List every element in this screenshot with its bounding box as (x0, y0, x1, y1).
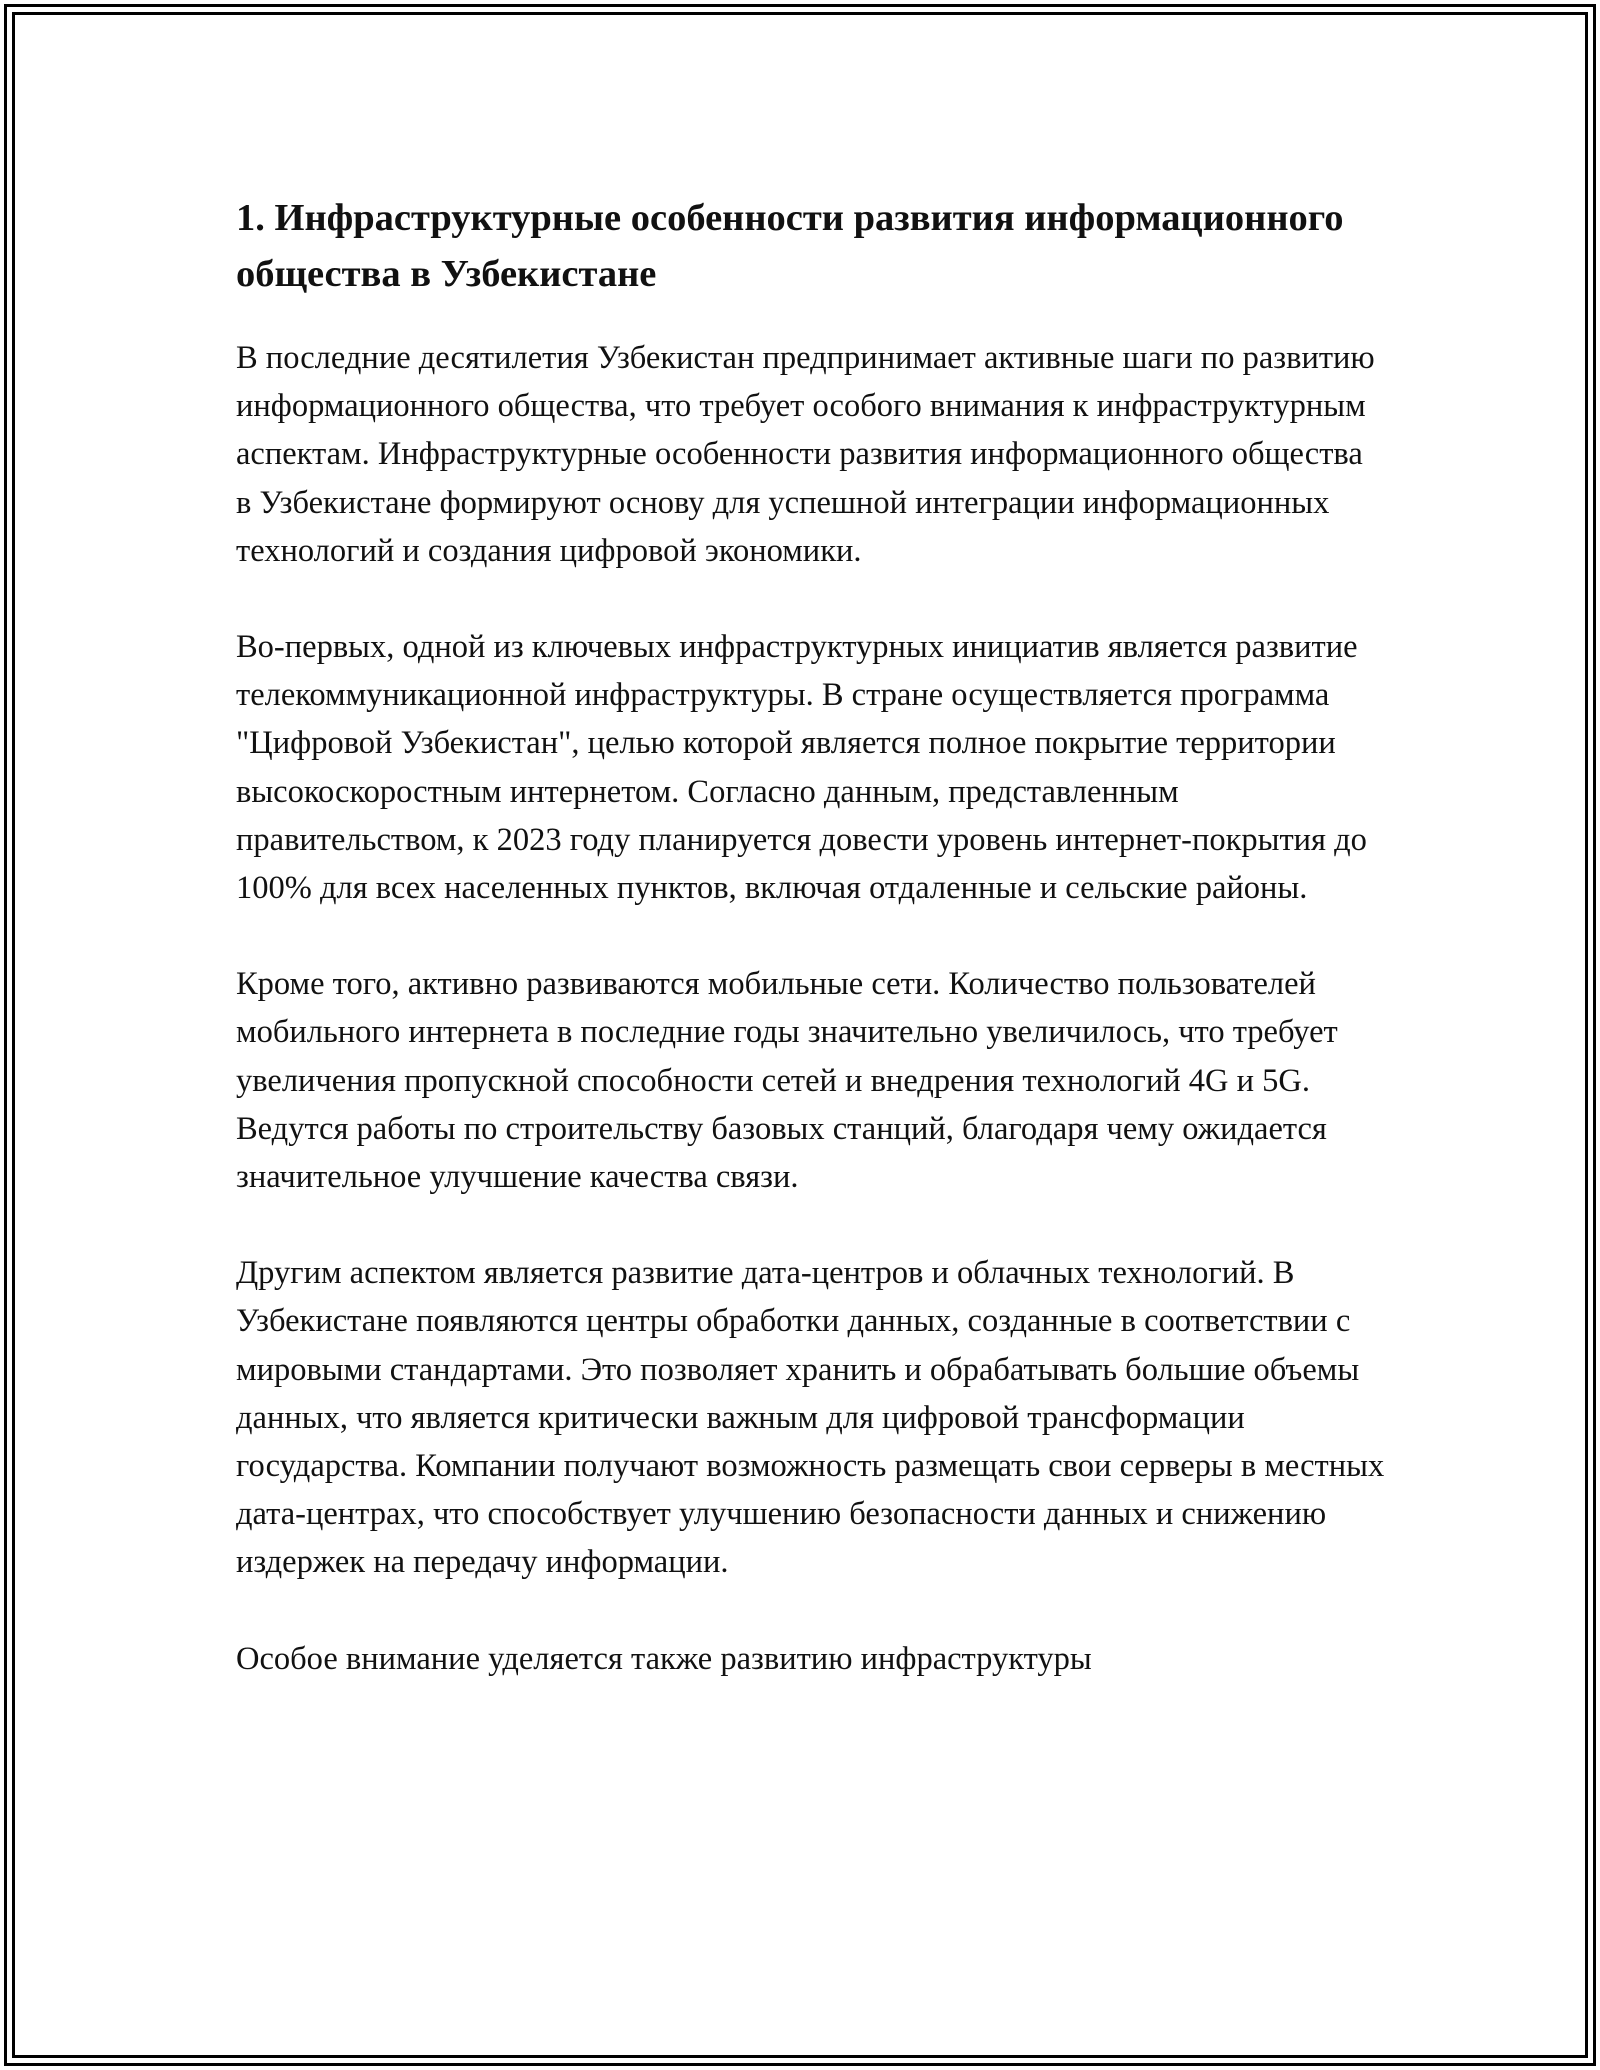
paragraph-infrastructure: Особое внимание уделяется также развитию инфраструктуры (236, 1640, 1092, 1677)
paragraph-intro: В последние десятилетия Узбекистан предпринимает активные шаги по развитию информационного общества, что требует особого внимания к инфраструктурным аспектам. Инфраструктурные особенности развития информационного общества в Узбекистане формируют основу для успешной интеграции информационных технологий и создания цифровой экономики. (236, 340, 1375, 569)
paragraph-telecom: Во-первых, одной из ключевых инфраструктурных инициатив является развитие телекоммуникационной инфраструктуры. В стране осуществляется программа "Цифровой Узбекистан", целью которой является полное покрытие территории высокоскоростным интернетом. Согласно данным, представленным правительством, к 2023 году планируется довести уровень интернет-покрытия до 100% для всех населенных пунктов, включая отдаленные и сельские районы. (236, 629, 1367, 907)
section-heading: 1. Инфраструктурные особенности развития информационного общества в Узбекистане (236, 197, 1344, 295)
paragraph-mobile: Кроме того, активно развиваются мобильные сети. Количество пользователей мобильного интернета в последние годы значительно увеличилось, что требует увеличения пропускной способности сетей и внедрения технологий 4G и 5G. Ведутся работы по строительству базовых станций, благодаря чему ожидается значительное улучшение качества связи. (236, 966, 1338, 1196)
paragraph-datacenters: Другим аспектом является развитие дата-центров и облачных технологий. В Узбекистане появляются центры обработки данных, созданные в соответствии с мировыми стандартами. Это позволяет хранить и обрабатывать большие объемы данных, что является критически важным для цифровой трансформации государства. Компании получают возможность размещать свои серверы в местных дата-центрах, что способствует улучшению безопасности данных и снижению издержек на передачу информации. (236, 1255, 1385, 1581)
document-body (236, 190, 1386, 1731)
